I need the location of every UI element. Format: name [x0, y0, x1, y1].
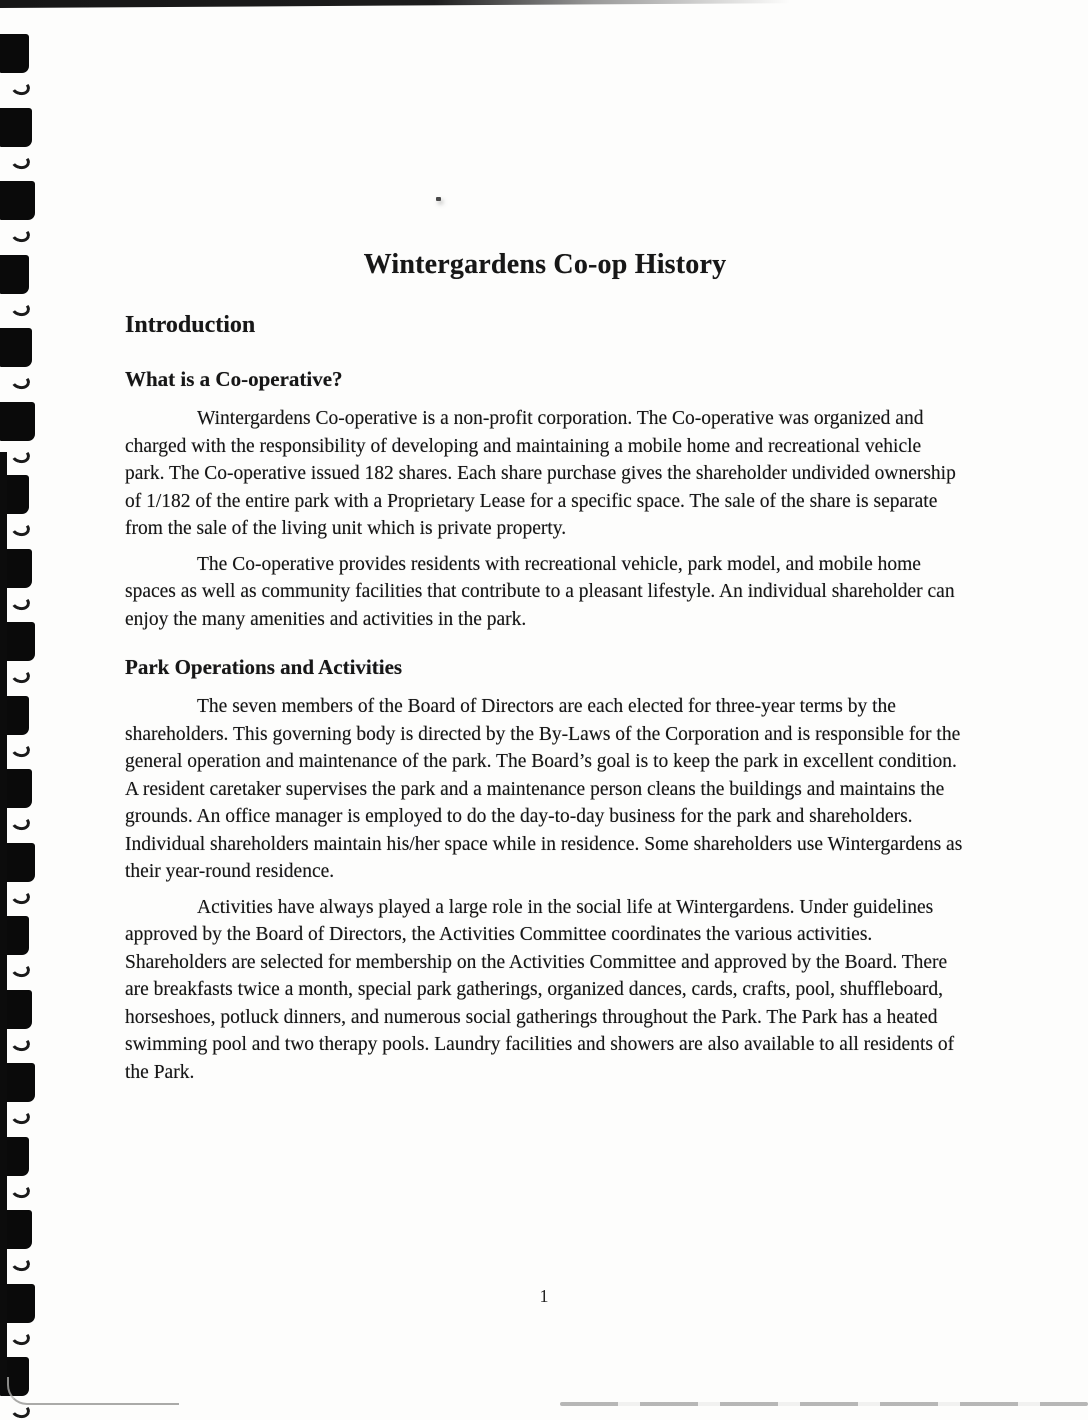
- page-number: 1: [539, 1286, 549, 1306]
- binding-tooth: [0, 402, 35, 441]
- page-corner-outline: [7, 1377, 179, 1405]
- section-heading-introduction: Introduction: [125, 312, 256, 338]
- paragraph-board-of-directors: The seven members of the Board of Directors are each elected for three-year terms by the shareholders. This governing body is directed by the By-Laws of the Corporation and is responsible for the general operation and maintenance of the park. The Board’s goal is to keep the park in excellent condition. A resident caretaker supervises the park and a maintenance person cleans the buildings and maintains the grounds. An office manager is employed to do the day-to-day business for the park and shareholders. Individual shareholders maintain his/her space while in residence. Some shareholders use Wintergardens as their year-round residence.: [125, 696, 963, 882]
- scan-top-edge-shadow: [0, 0, 790, 8]
- binding-tooth: [0, 255, 29, 294]
- binding-spine: [0, 452, 7, 1380]
- binding-tooth: [0, 34, 29, 73]
- paragraph-activities: Activities have always played a large role in the social life at Wintergardens. Under guidelines approved by the Board of Directors, the Activities Committee coordinates the various activities. Shareholders are selected for membership on the Activities Committee and approved by the Board. There are breakfasts twice a month, special park gatherings, organized dances, cards, crafts, pool, shuffleboard, horseshoes, potluck dinners, and numerous social gatherings throughout the Park. The Park has a heated swimming pool and two therapy pools. Laundry facilities and showers are also available to all residents of the Park.: [125, 896, 955, 1083]
- document-title: Wintergardens Co-op History: [363, 249, 727, 280]
- binding-tooth: [0, 108, 32, 147]
- binding-tooth: [0, 328, 32, 367]
- binding-tooth: [0, 181, 35, 220]
- subsection-heading-what-is-a-cooperative: What is a Co-operative?: [125, 367, 343, 391]
- paragraph-cooperative-spaces: The Co-operative provides residents with recreational vehicle, park model, and mobile home spaces as well as community facilities that contribute to a pleasant lifestyle. An individual shareholder can enjoy the many amenities and activities in the park.: [125, 553, 955, 630]
- scan-speck: [436, 197, 441, 201]
- scan-bottom-edge-shadow: [560, 1402, 1088, 1406]
- subsection-heading-park-operations: Park Operations and Activities: [125, 655, 403, 679]
- paragraph-cooperative-definition: Wintergardens Co-operative is a non-profit corporation. The Co-operative was organized and charged with the responsibility of developing and maintaining a mobile home and recreational vehicle park. The Co-operative issued 182 shares. Each share purchase gives the shareholder undivided ownership of 1/182 of the entire park with a Proprietary Lease for a specific space. The sale of the share is separate from the sale of the living unit which is private property.: [125, 408, 956, 539]
- document-content: [125, 248, 965, 1086]
